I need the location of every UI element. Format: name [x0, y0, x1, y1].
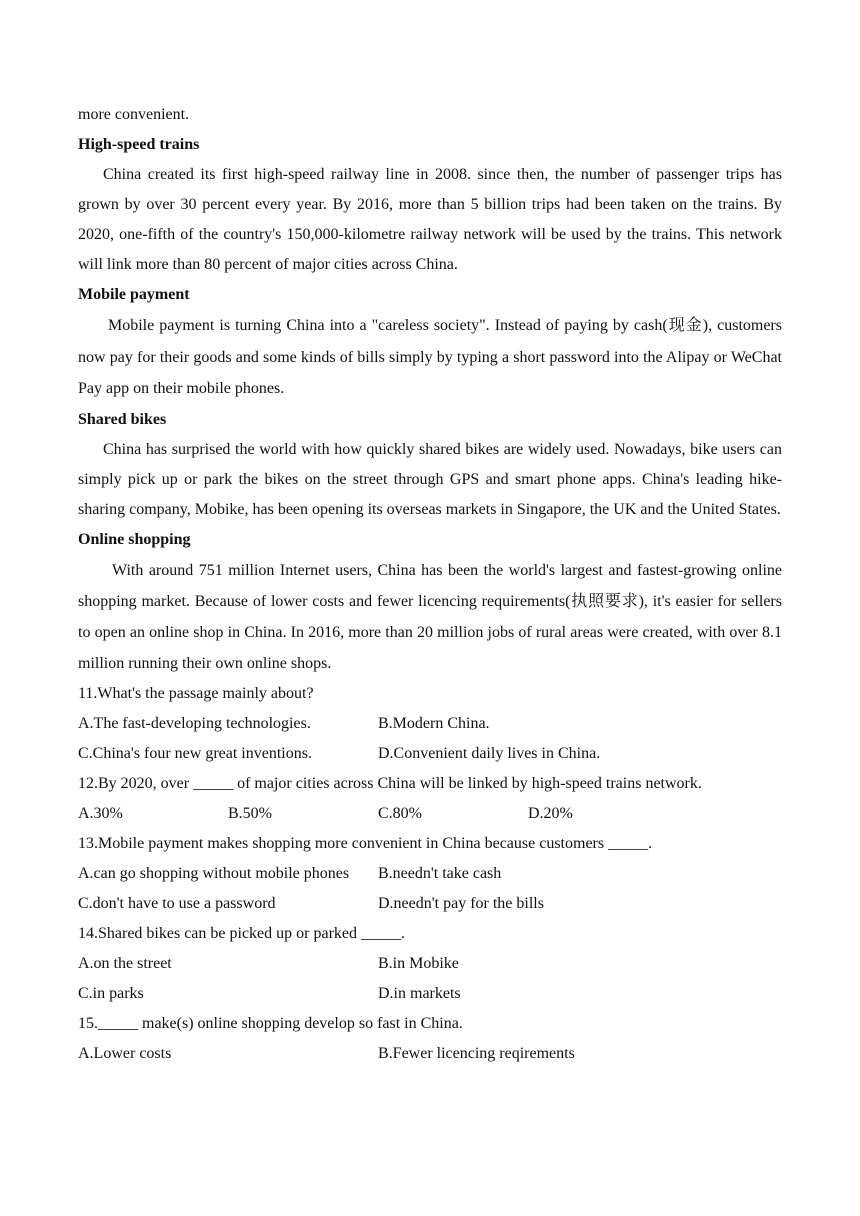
- question-12-option-b[interactable]: B.50%: [228, 804, 272, 822]
- question-14-option-d[interactable]: D.in markets: [378, 984, 461, 1002]
- question-11-stem: 11.What's the passage mainly about?: [78, 684, 314, 702]
- document-page: [78, 100, 782, 1069]
- question-12-option-d[interactable]: D.20%: [528, 804, 573, 822]
- question-11-option-a[interactable]: A.The fast-developing technologies.: [78, 714, 311, 732]
- question-15-options-row-1: [78, 1039, 782, 1069]
- section-heading-shopping: Online shopping: [78, 530, 191, 548]
- question-11-options-row-1: [78, 709, 782, 739]
- section-body-payment: Mobile payment is turning China into a "careless society". Instead of paying by cash(现金), customers now pay for their goods and some kinds of bills simply by typing a short password into the Alipay or WeChat Pay app on their mobile phones.: [78, 317, 782, 397]
- question-13-stem: 13.Mobile payment makes shopping more convenient in China because customers _____.: [78, 834, 653, 852]
- intro-tail: more convenient.: [78, 106, 190, 123]
- question-14-stem: 14.Shared bikes can be picked up or parked _____.: [78, 924, 406, 942]
- question-11-option-c[interactable]: C.China's four new great inventions.: [78, 744, 312, 762]
- question-13-option-c[interactable]: C.don't have to use a password: [78, 894, 276, 912]
- question-13-options-row-1: [78, 859, 782, 889]
- question-12-options-row: [78, 799, 782, 829]
- question-14-option-b[interactable]: B.in Mobike: [378, 954, 459, 972]
- question-12-option-a[interactable]: A.30%: [78, 804, 123, 822]
- section-heading-trains: High-speed trains: [78, 136, 200, 153]
- question-15-option-b[interactable]: B.Fewer licencing reqirements: [378, 1044, 575, 1062]
- question-11-option-d[interactable]: D.Convenient daily lives in China.: [378, 744, 601, 762]
- question-15-stem: 15._____ make(s) online shopping develop so fast in China.: [78, 1014, 463, 1032]
- section-heading-payment: Mobile payment: [78, 286, 190, 303]
- question-12-option-c[interactable]: C.80%: [378, 804, 422, 822]
- question-11-options-row-2: [78, 739, 782, 769]
- question-14-option-c[interactable]: C.in parks: [78, 984, 144, 1002]
- question-13-option-a[interactable]: A.can go shopping without mobile phones: [78, 864, 350, 882]
- section-heading-bikes: Shared bikes: [78, 410, 167, 428]
- question-15-option-a[interactable]: A.Lower costs: [78, 1044, 172, 1062]
- question-13-option-b[interactable]: B.needn't take cash: [378, 864, 502, 882]
- question-14-options-row-2: [78, 979, 782, 1009]
- question-13-option-d[interactable]: D.needn't pay for the bills: [378, 894, 544, 912]
- section-body-shopping: With around 751 million Internet users, China has been the world's largest and fastest-growing online shopping market. Because of lower costs and fewer licencing requirements(执照要求), it's easier for sellers to open an online shop in China. In 2016, more than 20 million jobs of rural areas were created, with over 8.1 million running their own online shops.: [78, 561, 782, 672]
- section-body-trains: China created its first high-speed railway line in 2008. since then, the number of passenger trips has grown by over 30 percent every year. By 2016, more than 5 billion trips had been taken on the trains. By 2020, one-fifth of the country's 150,000-kilometre railway network will be used by the trains. This network will link more than 80 percent of major cities across China.: [78, 166, 782, 273]
- section-body-bikes: China has surprised the world with how quickly shared bikes are widely used. Nowadays, bike users can simply pick up or park the bikes on the street through GPS and smart phone apps. China's leading hike-sharing company, Mobike, has been opening its overseas markets in Singapore, the UK and the United States.: [78, 440, 782, 518]
- question-11-option-b[interactable]: B.Modern China.: [378, 714, 490, 732]
- question-14-options-row-1: [78, 949, 782, 979]
- question-13-options-row-2: [78, 889, 782, 919]
- question-12-stem: 12.By 2020, over _____ of major cities across China will be linked by high-speed trains network.: [78, 774, 702, 792]
- question-14-option-a[interactable]: A.on the street: [78, 954, 172, 972]
